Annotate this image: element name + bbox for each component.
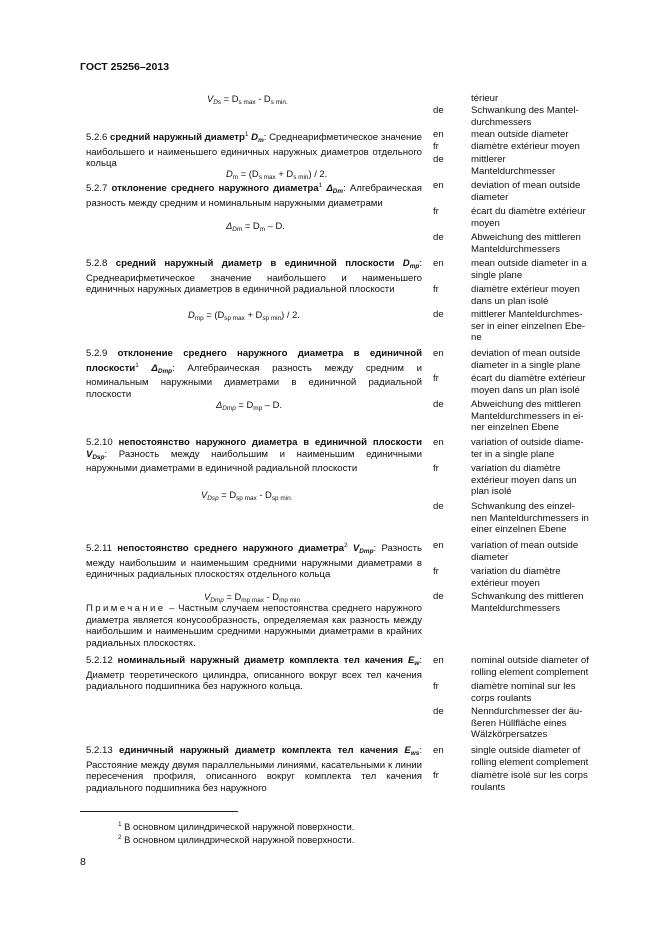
term-fr: diamètre isolé sur les corps roulants	[471, 770, 588, 793]
footnote-1: $^1$ В основном цилиндрической наружной поверхности.	[118, 821, 355, 832]
lang-code: en	[433, 437, 444, 448]
term-en: single outside diameter of rolling element complement	[471, 745, 589, 768]
term-en: variation of mean outside diameter	[471, 540, 579, 563]
clause-5-2-9: 5.2.9 отклонение среднего наружного диаметра в единичной плоскости$^1$ $\Delta_{Dmp}$: Алгебраическая разность между средним и номинальным наружными диаметрами в единичной радиальной плоскости	[86, 348, 422, 400]
term-de: Schwankung des Mantel- durchmessers	[471, 105, 579, 128]
term-de: Abweichung des mittleren Manteldurchmessers	[471, 232, 581, 255]
clause-5-2-7: 5.2.7 отклонение среднего наружного диаметра$^1$ $\Delta_{Dm}$: Алгебраическая разность между средним и номинальным наружными диаметрами	[86, 182, 422, 209]
footnote-rule	[80, 811, 238, 812]
formula-dm: $D_m = (D_{s max} + D_{s min}) / 2$.	[226, 168, 328, 181]
lang-code: fr	[433, 770, 439, 781]
clause-5-2-13: 5.2.13 единичный наружный диаметр комплекта тел качения $E_{ws}$: Расстояние между двумя параллельными линиями, касательными к линии пересечения профиля, описанного вокруг комплекта тел качения радиального подшипника без наружного	[86, 745, 422, 794]
term-en: nominal outside diameter of rolling element complement	[471, 655, 589, 678]
footnote-2: $^2$ В основном цилиндрической наружной поверхности.	[118, 834, 355, 845]
term-de: mittlerer Manteldurchmesser	[471, 154, 556, 177]
clause-5-2-10: 5.2.10 непостоянство наружного диаметра в единичной плоскости $V_{Dsp}$: Разность между наибольшим и наименьшим единичными наружными диаметрами в единичной радиальной плоскости	[86, 437, 423, 475]
formula-dmp: $D_{mp} = (D_{sp max} + D_{sp min}) / 2$.	[188, 309, 300, 322]
lang-code: en	[433, 180, 444, 191]
lang-code: fr	[433, 566, 439, 577]
term-de: Abweichung des mittleren Manteldurchmessers in ei- ner einzelnen Ebene	[471, 399, 584, 434]
clause-5-2-12: 5.2.12 номинальный наружный диаметр комплекта тел качения $E_w$: Диаметр теоретического цилиндра, описанного вокруг всех тел качения радиального подшипника без наружного кольца.	[86, 655, 422, 693]
formula-delta-dmp: $\Delta_{Dmp} = D_{mp} - D$.	[216, 399, 282, 412]
lang-code: en	[433, 540, 444, 551]
lang-code: de	[433, 706, 444, 717]
lang-code: de	[433, 105, 444, 116]
page-number: 8	[80, 856, 86, 868]
clause-5-2-8: 5.2.8 средний наружный диаметр в единичной плоскости $D_{mp}$: Среднеарифметическое значение наибольшего и наименьшего единичных наружных диаметров в единичной радиальной плоскости	[86, 258, 422, 296]
note-5-2-11: Примечание – Частным случаем непостоянства среднего наружного диаметра является конусообразность, определяемая как разность между наибольшим и наименьшим средними наружными диаметрами в крайних радиальных плоскостях.	[86, 603, 422, 649]
term-en: deviation of mean outside diameter	[471, 180, 581, 203]
term-fr: écart du diamètre extérieur moyen	[471, 206, 586, 229]
term-de: Schwankung des einzel- nen Manteldurchmessers in einer einzelnen Ebene	[471, 501, 589, 536]
term-de: Nenndurchmesser der äu- ßeren Hüllfläche eines Wälzkörpersatzes	[471, 706, 583, 741]
lang-code: fr	[433, 463, 439, 474]
lang-code: en	[433, 348, 444, 359]
term-fr-continuation: térieur	[471, 93, 499, 104]
term-fr: diamètre extérieur moyen	[471, 141, 580, 152]
lang-code: fr	[433, 141, 439, 152]
formula-vdmp: $V_{Dmp} = D_{mp max} - D_{mp min}$	[204, 591, 301, 604]
term-en: mean outside diameter in a single plane	[471, 258, 587, 281]
page-header: ГОСТ 25256–2013	[80, 61, 170, 73]
formula-vds: $V_{Ds} = D_{s max} - D_{s min.}$	[207, 93, 288, 106]
lang-code: fr	[433, 206, 439, 217]
lang-code: fr	[433, 681, 439, 692]
clause-5-2-11: 5.2.11 непостоянство среднего наружного диаметра$^2$ $V_{Dmp}$: Разность между наибольшим и наименьшим средними наружными диаметрами в единичных радиальных плоскостях отдельного кольца	[86, 542, 422, 581]
lang-code: de	[433, 309, 444, 320]
clause-5-2-6: 5.2.6 средний наружный диаметр$^1$ $D_m$: Среднеарифметическое значение наибольшего и наименьшего единичных наружных диаметров отдельного кольца	[86, 131, 422, 170]
term-fr: variation du diamètre extérieur moyen dans un plan isolé	[471, 463, 577, 498]
term-fr: diamètre extérieur moyen dans un plan isolé	[471, 284, 580, 307]
lang-code: de	[433, 591, 444, 602]
term-fr: variation du diamètre extérieur moyen	[471, 566, 561, 589]
lang-code: fr	[433, 284, 439, 295]
lang-code: en	[433, 745, 444, 756]
lang-code: de	[433, 501, 444, 512]
lang-code: de	[433, 232, 444, 243]
lang-code: en	[433, 129, 444, 140]
term-en: deviation of mean outside diameter in a single plane	[471, 348, 581, 371]
term-fr: diamètre nominal sur les corps roulants	[471, 681, 576, 704]
term-en: mean outside diameter	[471, 129, 569, 140]
lang-code: de	[433, 399, 444, 410]
lang-code: en	[433, 655, 444, 666]
term-de: mittlerer Manteldurchmes- ser in einer einzelnen Ebe- ne	[471, 309, 586, 344]
lang-code: fr	[433, 373, 439, 384]
lang-code: de	[433, 154, 444, 165]
formula-delta-dm: $\Delta_{Dm} = D_m - D$.	[226, 220, 285, 233]
lang-code: en	[433, 258, 444, 269]
term-de: Schwankung des mittleren Manteldurchmessers	[471, 591, 584, 614]
formula-vdsp: $V_{Dsp} = D_{sp max} - D_{sp min.}$	[201, 489, 293, 502]
term-en: variation of outside diame- ter in a single plane	[471, 437, 584, 460]
term-fr: écart du diamètre extérieur moyen dans un plan isolé	[471, 373, 586, 396]
